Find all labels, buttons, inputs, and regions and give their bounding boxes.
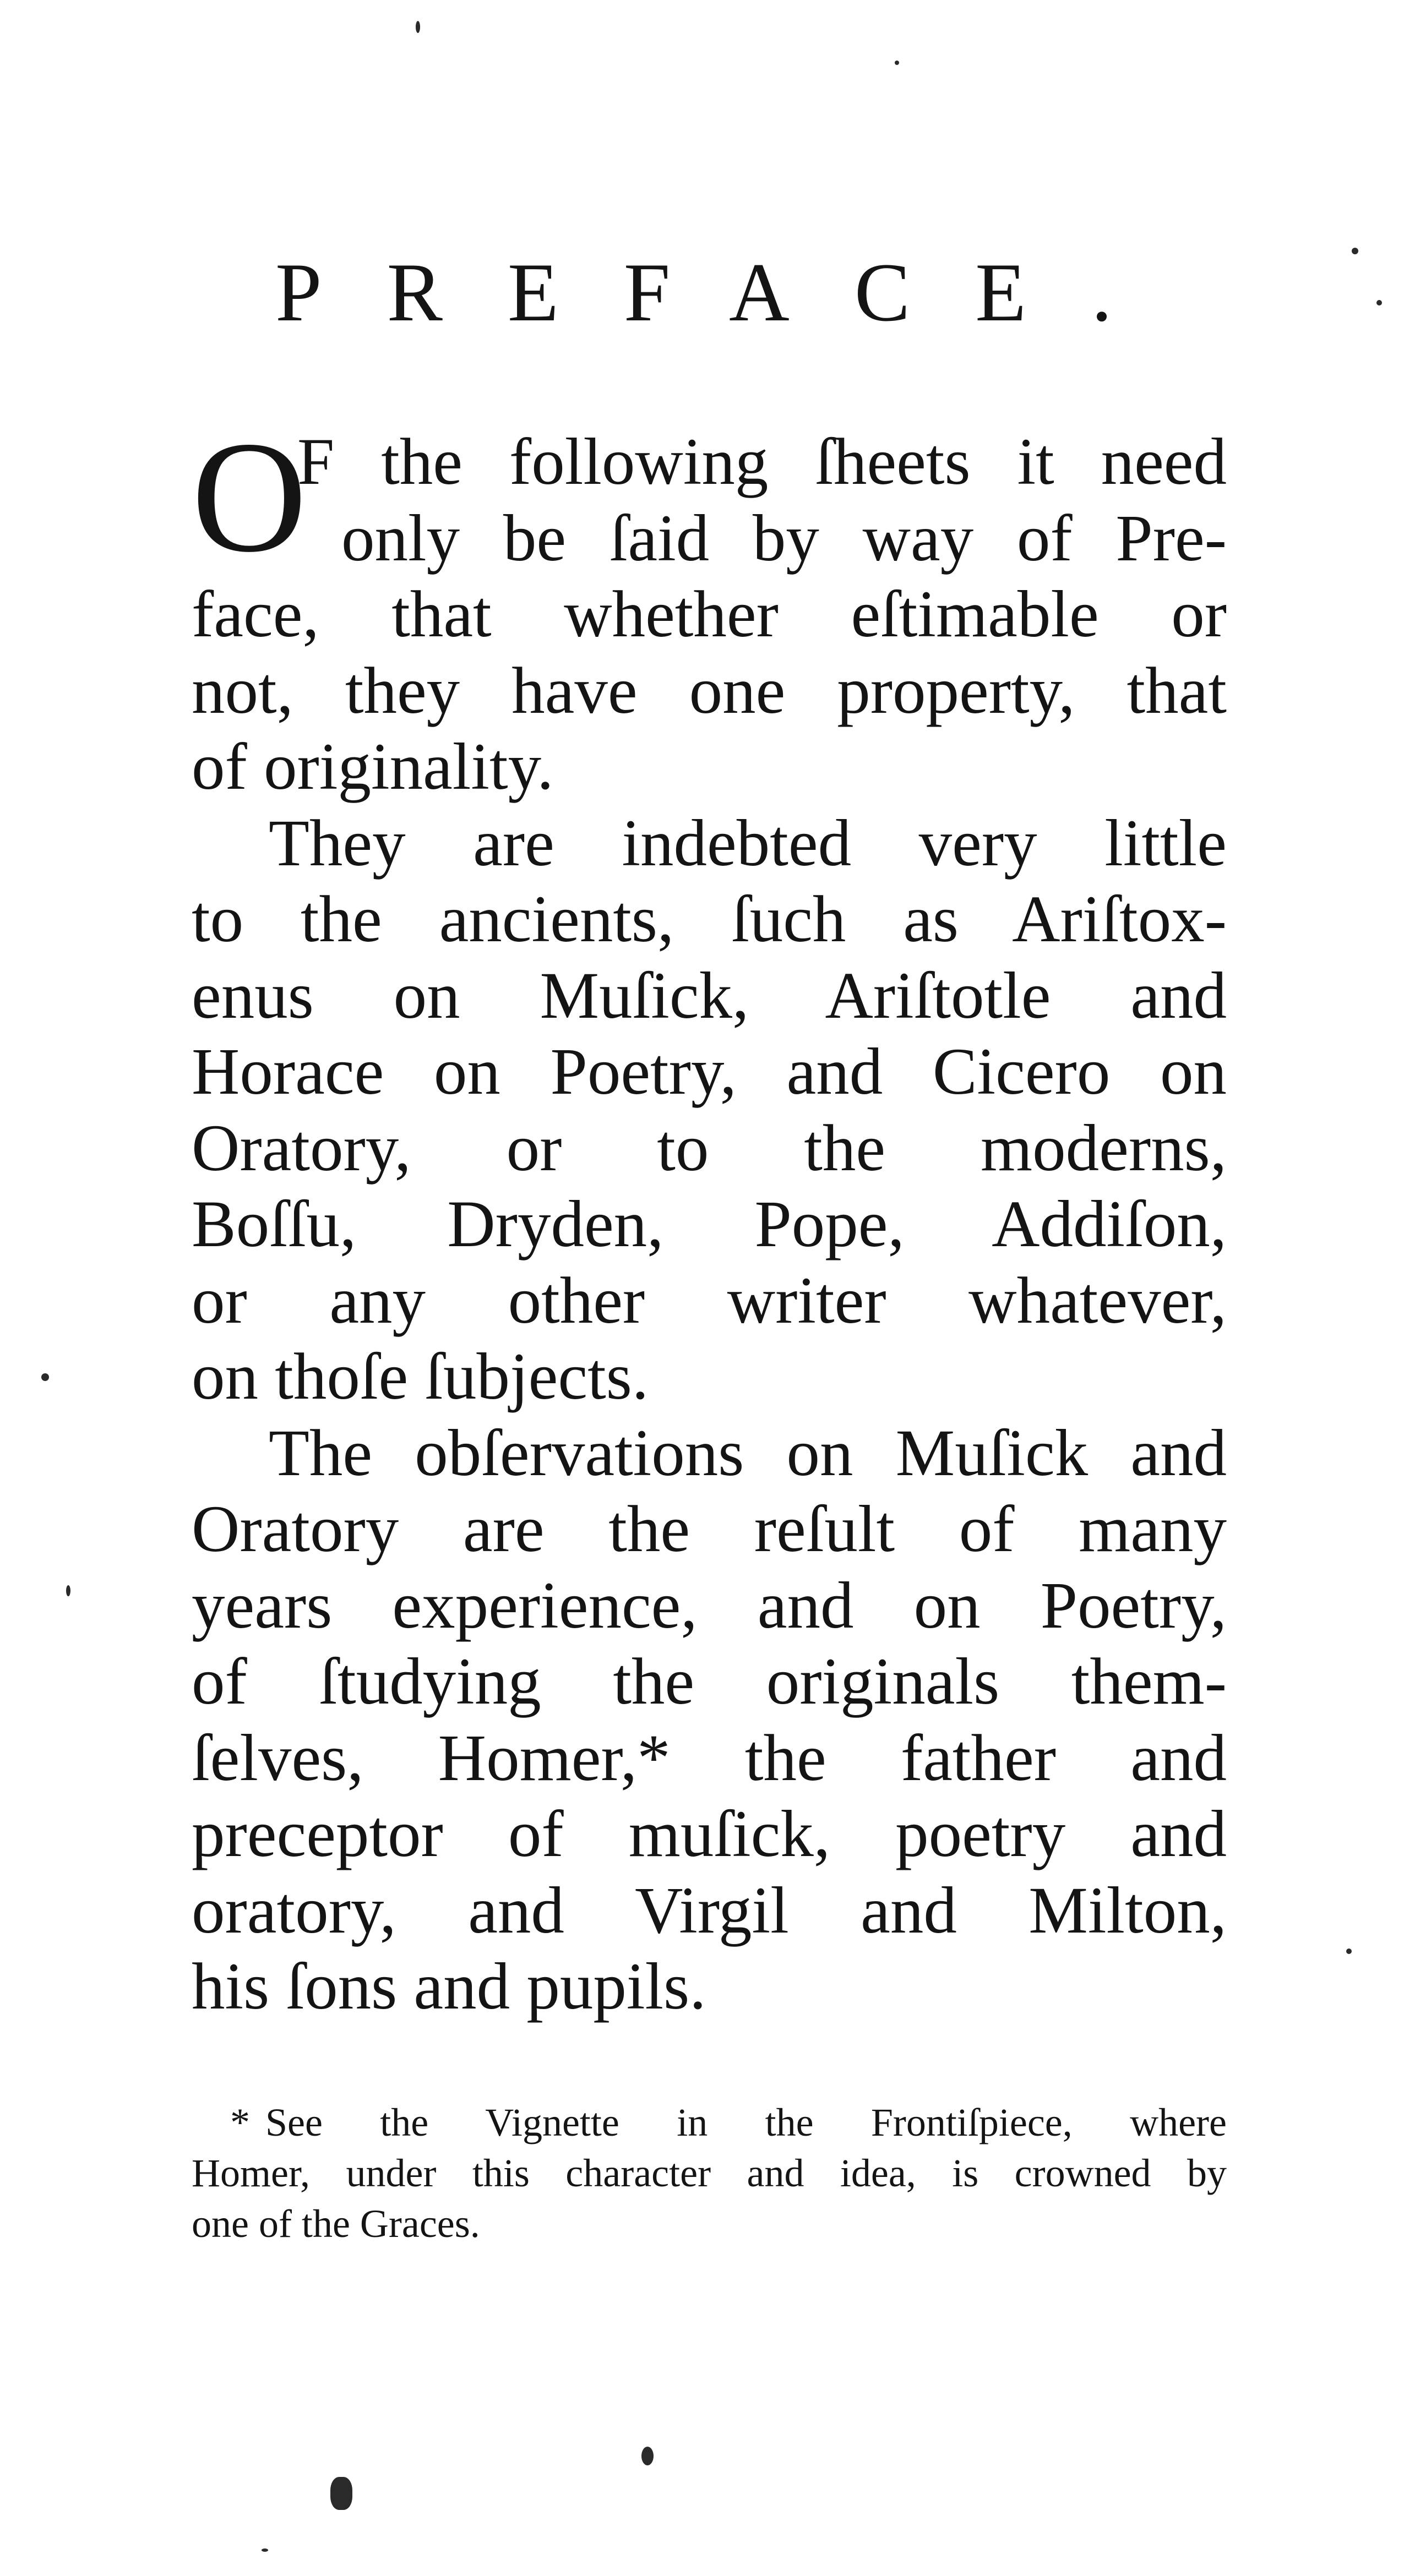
- ink-speck: [66, 1585, 70, 1596]
- ink-speck: [1346, 1949, 1352, 1954]
- ink-speck: [262, 2548, 268, 2552]
- ink-speck: [416, 21, 420, 33]
- text-line: The obſervations on Muſick and: [269, 1416, 1227, 1490]
- footnote: [192, 2097, 1227, 2249]
- text-line: enus on Muſick, Ariſtotle and: [192, 958, 1227, 1033]
- footnote-line: [192, 2097, 1227, 2148]
- text-line: Boſſu, Dryden, Pope, Addiſon,: [192, 1187, 1227, 1261]
- text-line: not, they have one property, that: [192, 653, 1227, 728]
- text-line: his ſons and pupils.: [192, 1950, 706, 2023]
- drop-cap-initial: O: [192, 408, 307, 585]
- text-line: preceptor of muſick, poetry and: [192, 1797, 1227, 1871]
- ink-speck: [1352, 248, 1358, 254]
- ink-speck: [41, 1373, 49, 1381]
- footnote-marker: *: [230, 2100, 250, 2144]
- footnote-text: See the Vignette in the Frontiſpiece, where: [265, 2100, 1227, 2144]
- page-title: PREFACE.: [275, 246, 1178, 339]
- footnote-line: one of the Graces.: [192, 2202, 480, 2246]
- footnote-line: Homer, under this character and idea, is crowned by: [192, 2151, 1227, 2195]
- text-line: to the ancients, ſuch as Ariſtox-: [192, 882, 1227, 956]
- text-line: Oratory are the reſult of many: [192, 1492, 1227, 1566]
- text-line: only be ſaid by way of Pre-: [341, 501, 1227, 575]
- body-text: [192, 576, 1227, 2025]
- text-line: F the following ſheets it need: [297, 425, 1227, 499]
- text-line: on thoſe ſubjects.: [192, 1340, 649, 1413]
- text-line: years experience, and on Poetry,: [192, 1568, 1227, 1642]
- text-line: oratory, and Virgil and Milton,: [192, 1873, 1227, 1947]
- ink-speck: [1376, 300, 1382, 305]
- text-line: or any other writer whatever,: [192, 1263, 1227, 1338]
- ink-speck: [895, 61, 899, 65]
- ink-speck: [641, 2447, 654, 2465]
- paragraph-2: [192, 805, 1227, 1415]
- text-line: ſelves, Homer,* the father and: [192, 1721, 1227, 1795]
- text-line: Horace on Poetry, and Cicero on: [192, 1035, 1227, 1109]
- paragraph-1: [192, 576, 1227, 805]
- opening-lines: [297, 424, 1227, 576]
- paragraph-3: [192, 1415, 1227, 2025]
- ink-speck: [330, 2477, 352, 2510]
- text-line: of ſtudying the originals them-: [192, 1645, 1227, 1718]
- text-line: They are indebted very little: [269, 806, 1227, 880]
- text-line: face, that whether eſtimable or: [192, 577, 1227, 651]
- text-line: Oratory, or to the moderns,: [192, 1111, 1227, 1185]
- text-line: of originality.: [192, 730, 554, 804]
